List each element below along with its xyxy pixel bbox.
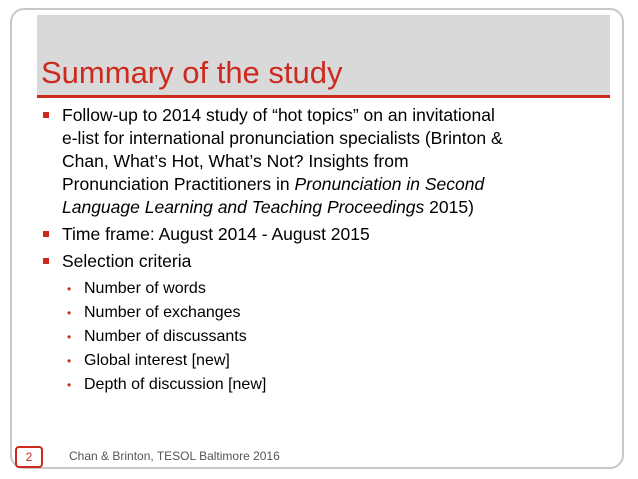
criterion-text: Number of discussants — [84, 328, 247, 345]
dot-bullet-icon: • — [67, 306, 72, 320]
page-number: 2 — [15, 446, 43, 468]
bullet-text: Selection criteria — [62, 251, 192, 271]
dot-bullet-icon: • — [67, 354, 72, 368]
bullet-selection-criteria — [40, 250, 615, 273]
slide-content — [40, 104, 615, 397]
list-item — [40, 349, 615, 373]
square-bullet-icon — [43, 231, 49, 237]
bullet-text: Time frame: August 2014 - August 2015 — [62, 224, 370, 244]
dot-bullet-icon: • — [67, 378, 72, 392]
bullet-line: Chan, What’s Hot, What’s Not? Insights from — [62, 151, 409, 171]
bullet-line — [62, 173, 615, 196]
bullet-line — [62, 196, 615, 219]
bullet-follow-up — [40, 104, 615, 219]
criteria-list — [40, 277, 615, 397]
square-bullet-icon — [43, 112, 49, 118]
list-item — [40, 277, 615, 301]
list-item — [40, 373, 615, 397]
bullet-text: 2015) — [424, 197, 474, 217]
bullet-line: Follow-up to 2014 study of “hot topics” on an invitational — [62, 105, 495, 125]
criterion-text: Number of exchanges — [84, 304, 241, 321]
square-bullet-icon — [43, 258, 49, 264]
criterion-text: Number of words — [84, 280, 206, 297]
italic-title-part: Language Learning and Teaching Proceedings — [62, 197, 425, 217]
italic-title-part: Pronunciation in Second — [294, 174, 485, 194]
list-item — [40, 325, 615, 349]
slide-title: Summary of the study — [41, 55, 343, 90]
bullet-line: e-list for international pronunciation specialists (Brinton & — [62, 128, 503, 148]
criterion-text: Global interest [new] — [84, 352, 230, 369]
title-underline — [37, 95, 610, 98]
dot-bullet-icon: • — [67, 282, 72, 296]
bullet-text: Pronunciation Practitioners in — [62, 174, 295, 194]
criterion-text: Depth of discussion [new] — [84, 376, 267, 393]
bullet-time-frame — [40, 223, 615, 246]
list-item — [40, 301, 615, 325]
dot-bullet-icon: • — [67, 330, 72, 344]
slide-footer: Chan & Brinton, TESOL Baltimore 2016 — [69, 449, 280, 463]
